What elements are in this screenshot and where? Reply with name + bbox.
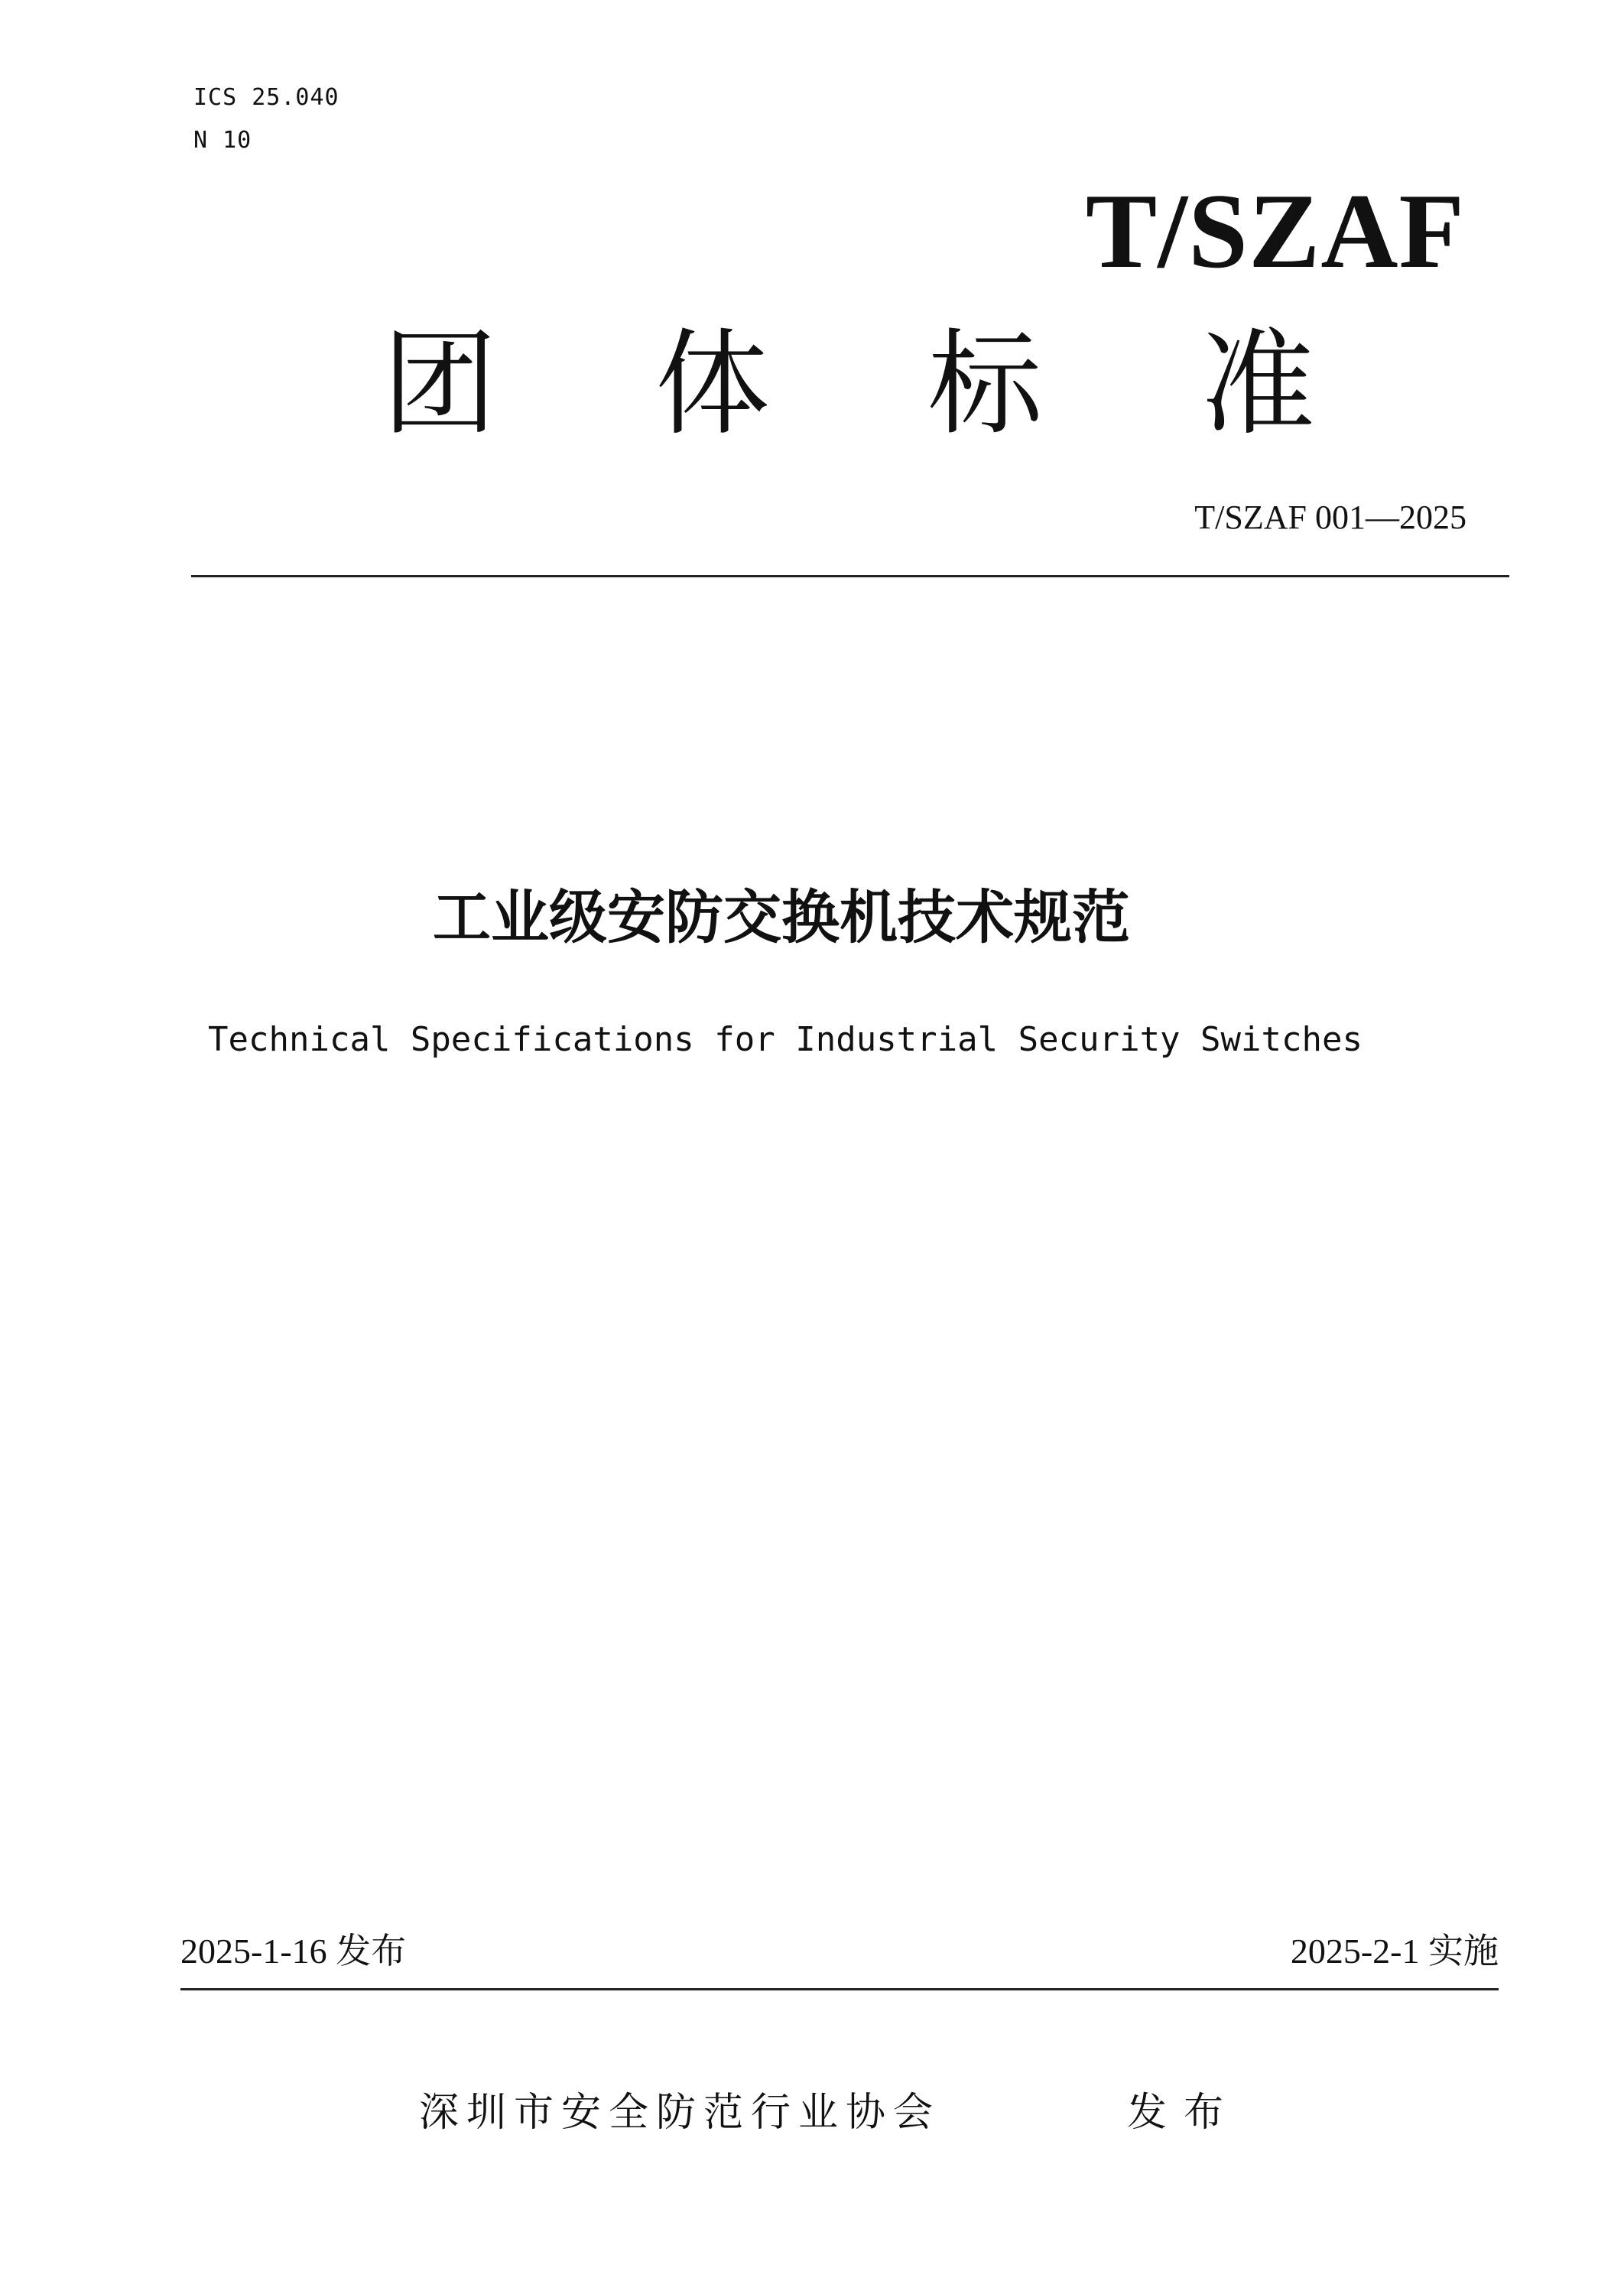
standard-type-char: 准 <box>1200 318 1315 451</box>
implementation-date: 2025-2-1 实施 <box>1290 1932 1499 1971</box>
standard-type-heading <box>382 320 1315 450</box>
standard-type-char: 团 <box>382 318 498 451</box>
document-title-chinese: 工业级安防交换机技术规范 <box>433 883 1130 951</box>
ccs-code: N 10 <box>193 127 252 154</box>
issue-date: 2025-1-16 发布 <box>180 1932 407 1971</box>
organization-code: T/SZAF <box>1085 172 1465 291</box>
standard-number: T/SZAF 001—2025 <box>1194 499 1466 536</box>
header-divider <box>191 575 1509 577</box>
ics-code: ICS 25.040 <box>193 84 339 111</box>
standard-type-char: 体 <box>654 318 770 451</box>
footer-divider <box>180 1988 1499 1990</box>
publisher-name: 深圳市安全防范行业协会 <box>419 2090 941 2136</box>
publish-label: 发布 <box>1127 2090 1241 2136</box>
document-title-english: Technical Specifications for Industrial Security Switches <box>208 1020 1363 1059</box>
standard-type-char: 标 <box>927 318 1043 451</box>
